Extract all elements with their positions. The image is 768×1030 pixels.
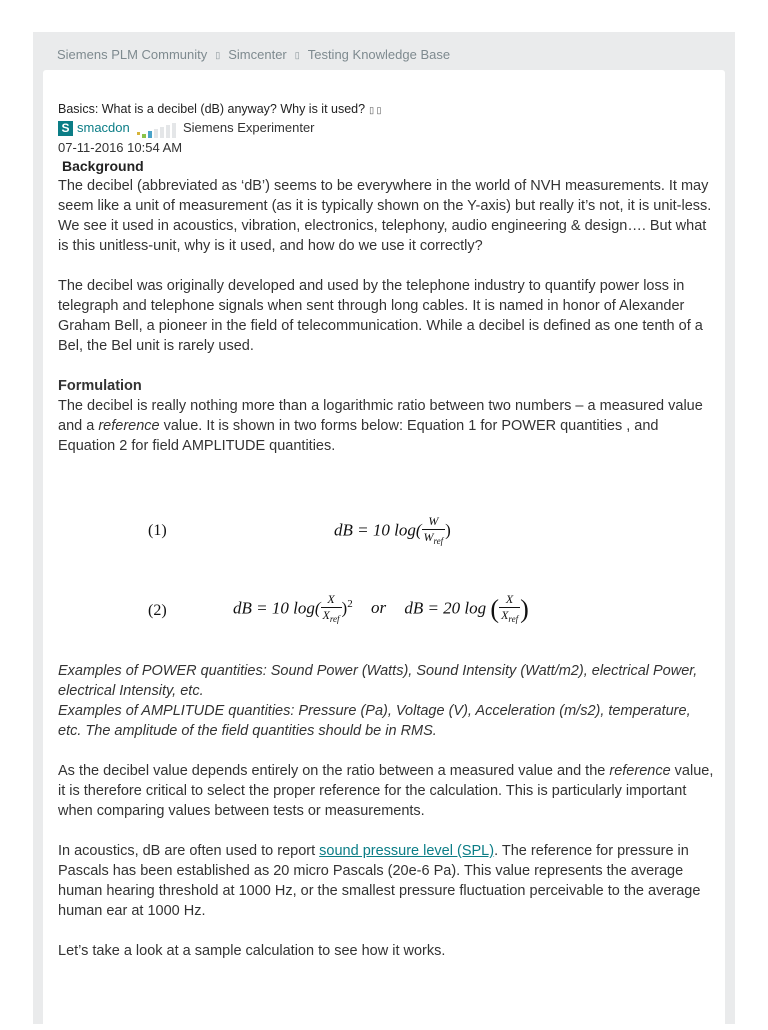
equation-2-fraction-a (321, 592, 342, 627)
post-body (58, 100, 714, 961)
equation-1-denominator-sub: ref (433, 536, 444, 546)
equation-2b-open: ( (490, 594, 500, 624)
equation-2-lhs: dB = 10 log( (233, 598, 321, 618)
equation-2-or: or (370, 598, 387, 618)
post-title-text: Basics: What is a decibel (dB) anyway? Why is it used? (58, 102, 366, 116)
reference-emphasis: reference (609, 763, 671, 779)
equation-1-number: (1) (148, 522, 167, 539)
equation-1-fraction (422, 514, 446, 549)
post-date: 07-11-2016 10:54 AM (58, 140, 183, 155)
spl-text-a: In acoustics, dB are often used to report (58, 843, 320, 859)
formulation-text-b: value. It is shown in two forms below: Equation 1 for POWER quantities , and Equation 2 for field AMPLITUDE quantities. (58, 418, 659, 454)
equation-2a-exponent: 2 (347, 597, 353, 610)
formulation-text-a: The decibel is really nothing more than a logarithmic ratio between two numbers – a measured value and a (58, 398, 703, 434)
paragraph-reference (58, 761, 714, 821)
examples-power: Examples of POWER quantities: Sound Power (Watts), Sound Intensity (Watt/m2), electrical Power, electrical Intensity, etc. (58, 663, 698, 699)
equation-2 (233, 592, 529, 627)
equation-1-denominator: W (423, 530, 434, 544)
paragraph-sample: Let’s take a look at a sample calculation to see how it works. (58, 943, 446, 959)
title-badge-icons: ▯ ▯ (369, 105, 382, 115)
equation-2a-denominator: X (322, 608, 330, 622)
equation-2a-denominator-sub: ref (329, 614, 340, 624)
equation-1 (334, 514, 451, 549)
author-row (58, 119, 714, 139)
equation-2a-close: ) (341, 598, 348, 618)
equation-2a-numerator: X (321, 592, 342, 608)
equation-1-close: ) (445, 520, 451, 540)
equation-1-numerator: W (422, 514, 446, 530)
breadcrumb-separator-icon: ▯ (294, 50, 300, 60)
author-rank: Siemens Experimenter (183, 120, 315, 135)
paragraph-spl (58, 841, 714, 921)
breadcrumb-separator-icon: ▯ (215, 50, 221, 60)
breadcrumb-community-link[interactable]: Siemens PLM Community (57, 47, 208, 62)
background-heading: Background (62, 158, 144, 174)
spl-link[interactable]: sound pressure level (SPL) (319, 843, 495, 859)
equation-1-lhs: dB = 10 log( (334, 520, 422, 540)
equation-2b-denominator-sub: ref (508, 614, 519, 624)
equation-2-fraction-b (499, 592, 520, 627)
paragraph-history: The decibel was originally developed and used by the telephone industry to quantify power loss in telegraph and telephone signals when sent through long cables. It is named in honor of Alexander Graham Bell, a pioneer in the field of telecommunication. While a decibel is defined as one tenth of a Bel, the Bel unit is rarely used. (58, 278, 703, 354)
breadcrumb-simcenter-link[interactable]: Simcenter (228, 47, 287, 62)
paragraph-intro: The decibel (abbreviated as ‘dB’) seems to be everywhere in the world of NVH measurements. It may seem like a unit of measurement (as it is typically shown on the Y-axis) but really it’s not, it is unit-less. We see it used in acoustics, vibration, electronics, telephony, audio engineering & design…. But what is this unitless-unit, why is it used, and how do we use it correctly? (58, 178, 712, 254)
equation-2-number: (2) (148, 602, 167, 619)
reference-text-a: As the decibel value depends entirely on the ratio between a measured value and the (58, 763, 610, 779)
examples-amplitude: Examples of AMPLITUDE quantities: Pressure (Pa), Voltage (V), Acceleration (m/s2), temperature, etc. The amplitude of the field quantities should be in RMS. (58, 703, 691, 739)
post-title (58, 100, 714, 118)
breadcrumb-testing-kb-link[interactable]: Testing Knowledge Base (307, 47, 451, 62)
post-card (43, 70, 725, 1030)
equation-2b-lhs: dB = 20 log (404, 598, 487, 618)
formulation-heading: Formulation (58, 378, 142, 394)
equations-figure (58, 456, 714, 661)
equation-2b-numerator: X (499, 592, 520, 608)
rank-bars-icon (136, 123, 182, 139)
author-username-link[interactable]: smacdon (77, 120, 130, 135)
equation-2b-denominator: X (501, 608, 509, 622)
breadcrumb (57, 47, 450, 62)
equation-2b-close: ) (520, 594, 529, 624)
reference-text-b: value, it is therefore critical to select the proper reference for the calculation. This is particularly important when comparing values between tests or measurements. (58, 763, 714, 819)
spl-text-b: . The reference for pressure in Pascals has been established as 20 micro Pascals (20e-6 Pa). This value represents the average human hearing threshold at 1000 Hz, or the smallest pressure fluctuation perceivable to the average human ear at 1000 Hz. (58, 843, 701, 919)
page-frame (33, 32, 735, 1024)
paragraph-formulation (58, 396, 714, 456)
avatar[interactable]: S (58, 121, 73, 136)
formulation-emphasis: reference (98, 418, 160, 434)
